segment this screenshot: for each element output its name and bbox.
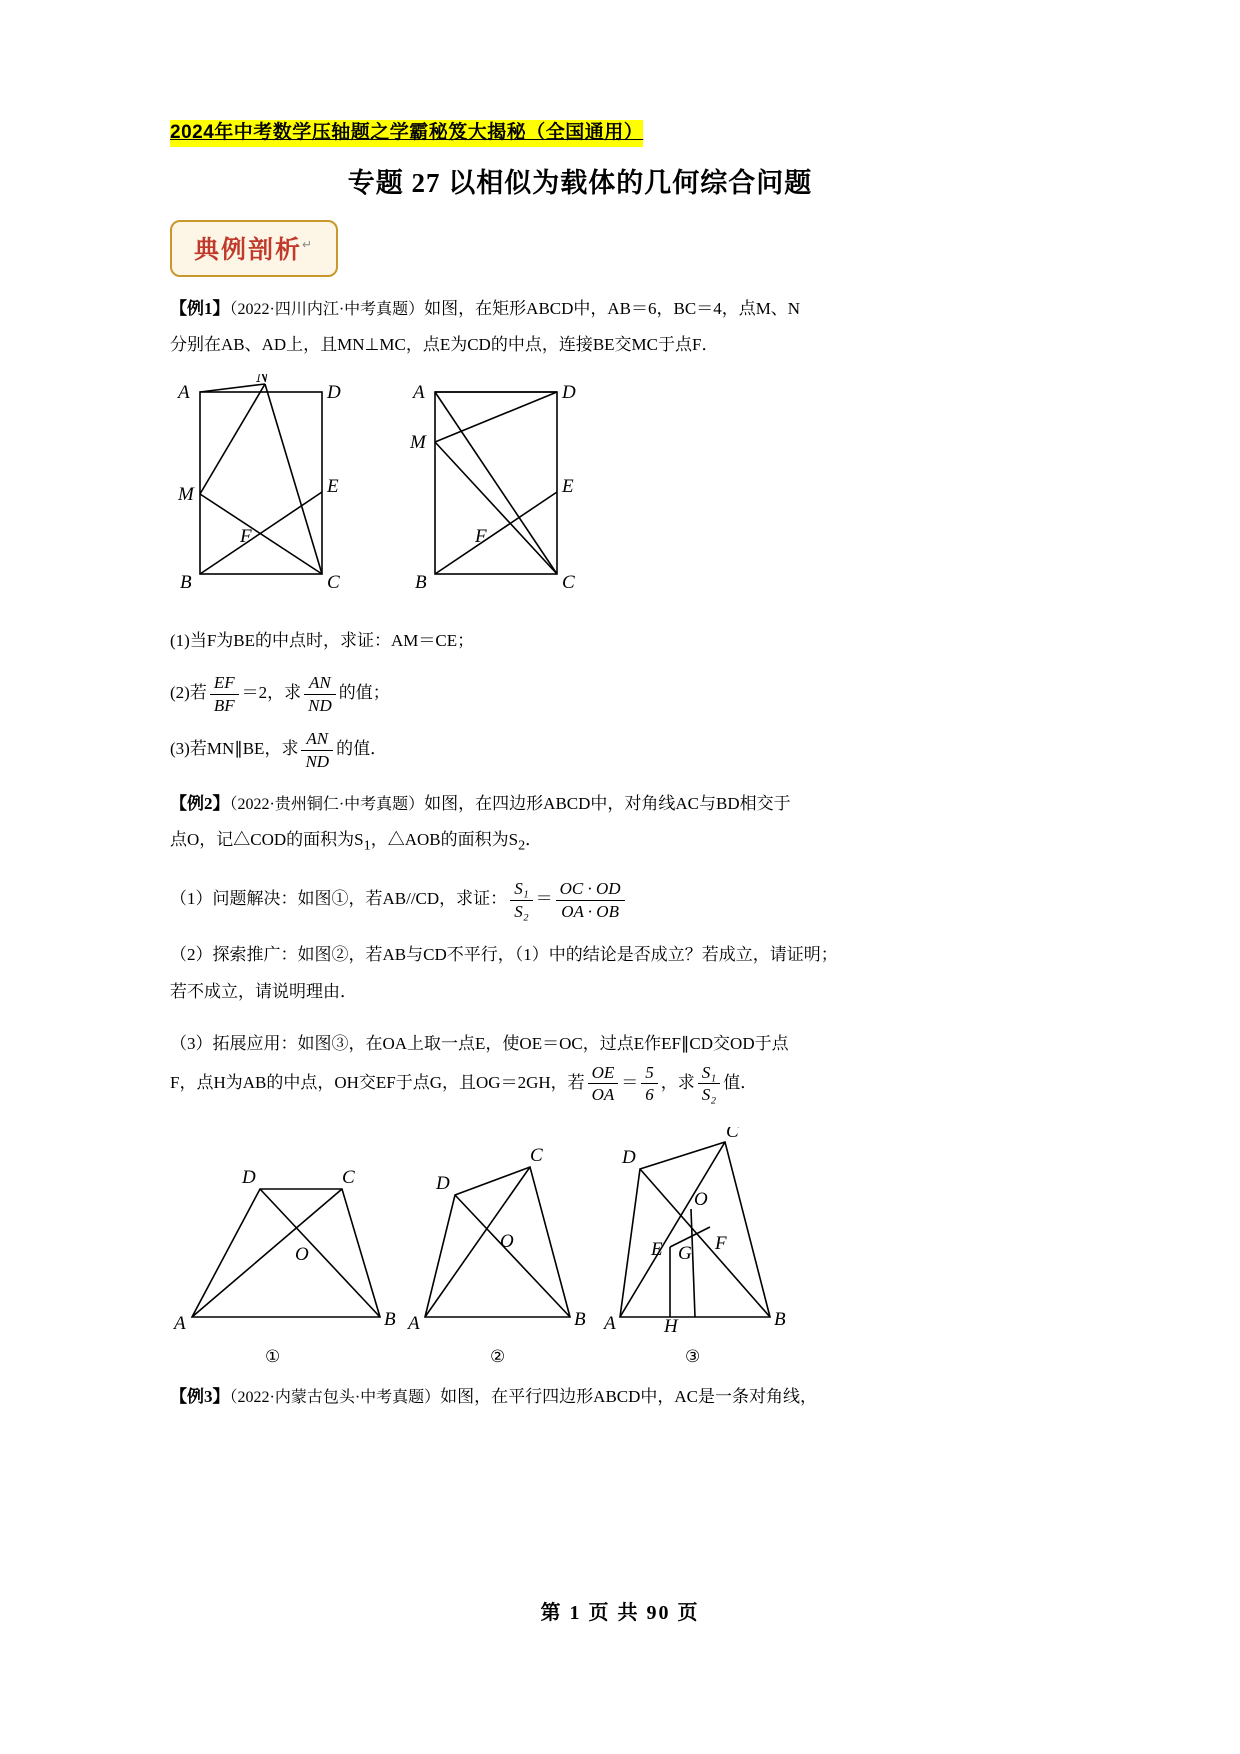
example1-text-line2: 分别在AB、AD上，且MN⊥MC，点E为CD的中点，连接BE交MC于点F． [170,335,719,355]
figure-circled-3 [620,1142,770,1317]
fig3-label-G: G [678,1242,692,1264]
example1-question1: (1)当F为BE的中点时，求证：AM＝CE； [170,630,475,650]
fig3-label-F: F [715,1232,727,1254]
example2-text-line2-prefix: 点O，记△COD的面积为S [170,830,364,850]
example1-statement [170,291,1070,364]
example3-label: 【例3】 [170,1386,230,1406]
figure2-label-A: A [413,381,425,403]
figure-caption-1: ① [265,1346,281,1366]
example2-figure-captions [170,1347,1070,1373]
example2-q2-line2: 若不成立，请说明理由． [170,981,357,1001]
example2-q3-mid: ＝ [621,1072,639,1092]
section-tag-mark: ↵ [302,237,315,252]
example1-q3-suffix: 的值． [336,739,388,759]
header-banner: 2024年中考数学压轴题之学霸秘笈大揭秘（全国通用） [170,120,643,147]
example1-q3-prefix: (3)若MN∥BE，求 [170,739,299,759]
example2-q1-equals: ＝ [535,888,553,908]
example2-sub2: 2 [518,837,526,854]
example1-q3-fraction: $\frac{AN}{ND}$ [301,729,333,771]
page-title: 专题 27 以相似为载体的几何综合问题 [347,167,813,198]
fig3-label-B: B [774,1308,786,1330]
example1-question3 [170,729,1070,771]
figure2 [435,392,557,574]
example2-source: （2022·贵州铜仁·中考真题） [229,795,425,813]
figure-caption-3: ③ [685,1346,701,1366]
example1-q2-prefix: (2)若 [170,683,207,703]
fig3-label-A: A [604,1312,616,1334]
page-footer: 第 1 页 共 90 页 [540,1602,700,1624]
fig3-label-H: H [664,1315,678,1337]
fig2-label-C: C [530,1144,543,1166]
example2-q1-prefix: （1）问题解决：如图①，若AB//CD，求证： [170,888,508,908]
figure1 [200,384,322,574]
example1-q2-suffix: 的值； [338,683,390,703]
example2-text-line2-suffix: ． [525,830,543,850]
example2-q3-fraction1: $\frac{OE}{OA}$ [588,1063,619,1105]
fig2-label-O: O [500,1230,514,1252]
fig2-label-B: B [574,1308,586,1330]
example1-text-line1: 如图，在矩形ABCD中，AB＝6，BC＝4，点M、N [424,298,801,318]
figure1-label-M: M [178,483,194,505]
example1-q2-fraction2: $\frac{AN}{ND}$ [304,673,336,715]
figure1-label-C: C [327,571,340,593]
section-tag-label: 典例剖析 [194,236,303,264]
example1-label: 【例1】 [170,298,230,318]
figure1-label-N: N [256,373,269,387]
example2-q3-line2-prefix: F，点H为AB的中点，OH交EF于点G，且OG＝2GH，若 [170,1072,585,1092]
figure2-label-B: B [415,571,427,593]
figure1-label-D: D [327,381,341,403]
figure1-label-E: E [327,475,339,497]
fig1-label-O: O [295,1243,309,1265]
fig1-label-D: D [242,1166,256,1188]
example2-sub1: 1 [363,837,371,854]
fig2-label-A: A [408,1312,420,1334]
example1-figures [170,374,1070,609]
example3-statement [170,1379,1070,1416]
figure-circled-1 [192,1189,380,1317]
figure2-label-D: D [562,381,576,403]
fig3-label-E: E [651,1238,663,1260]
example2-text-line2-mid: ，△AOB的面积为S [370,830,519,850]
example2-q3-fraction3: $\frac{\text{S₁}}{\text{S₂}}$ [698,1063,720,1105]
example3-source: （2022·内蒙古包头·中考真题） [229,1388,441,1406]
section-tag [170,220,338,277]
figure-caption-2: ② [490,1346,506,1366]
example1-question2 [170,673,1070,715]
fig1-label-B: B [384,1308,396,1330]
fig1-label-A: A [174,1312,186,1334]
figure2-label-E: E [562,475,574,497]
example2-q1-fraction-right: $\frac{OC \cdot OD}{OA \cdot OB}$ [556,879,625,921]
example1-source: （2022·四川内江·中考真题） [229,300,425,318]
figure2-label-M: M [410,431,426,453]
example2-question2 [170,937,1070,1010]
page-content [170,120,1070,1415]
fig2-label-D: D [436,1172,450,1194]
figure1-label-A: A [178,381,190,403]
example2-figures [170,1127,1070,1373]
figure2-label-F: F [475,525,487,547]
example2-question1 [170,879,1070,921]
example2-question3 [170,1026,1070,1105]
example2-text-line1: 如图，在四边形ABCD中，对角线AC与BD相交于 [424,793,791,813]
example2-label: 【例2】 [170,793,230,813]
example1-q2-mid: ＝2，求 [241,683,302,703]
example1-figure-group [170,374,630,604]
fig3-label-O: O [694,1188,708,1210]
example2-q3-mid2: ，求 [660,1072,695,1092]
figure1-label-B: B [180,571,192,593]
figure2-label-C: C [562,571,575,593]
example1-q2-fraction1: $\frac{EF}{BF}$ [210,673,239,715]
fig1-label-C: C [342,1166,355,1188]
example2-q2-line1: （2）探索推广：如图②，若AB与CD不平行，（1）中的结论是否成立？若成立，请证明； [170,945,838,965]
example2-q3-suffix: 值． [723,1072,758,1092]
example2-statement [170,786,1070,861]
fig3-label-C: C [726,1126,739,1142]
example2-q3-line1: （3）拓展应用：如图③，在OA上取一点E，使OE＝OC，过点E作EF∥CD交OD于点 [170,1034,789,1054]
figure1-label-F: F [240,525,252,547]
fig3-label-D: D [622,1146,636,1168]
example2-q3-fraction2: $\frac{5}{6}$ [641,1063,658,1105]
example2-q1-fraction-left: $\frac{\text{S₁}}{\text{S₂}}$ [510,879,532,921]
example2-figure-group [170,1127,1050,1342]
example3-text: 如图，在平行四边形ABCD中，AC是一条对角线， [440,1386,818,1406]
